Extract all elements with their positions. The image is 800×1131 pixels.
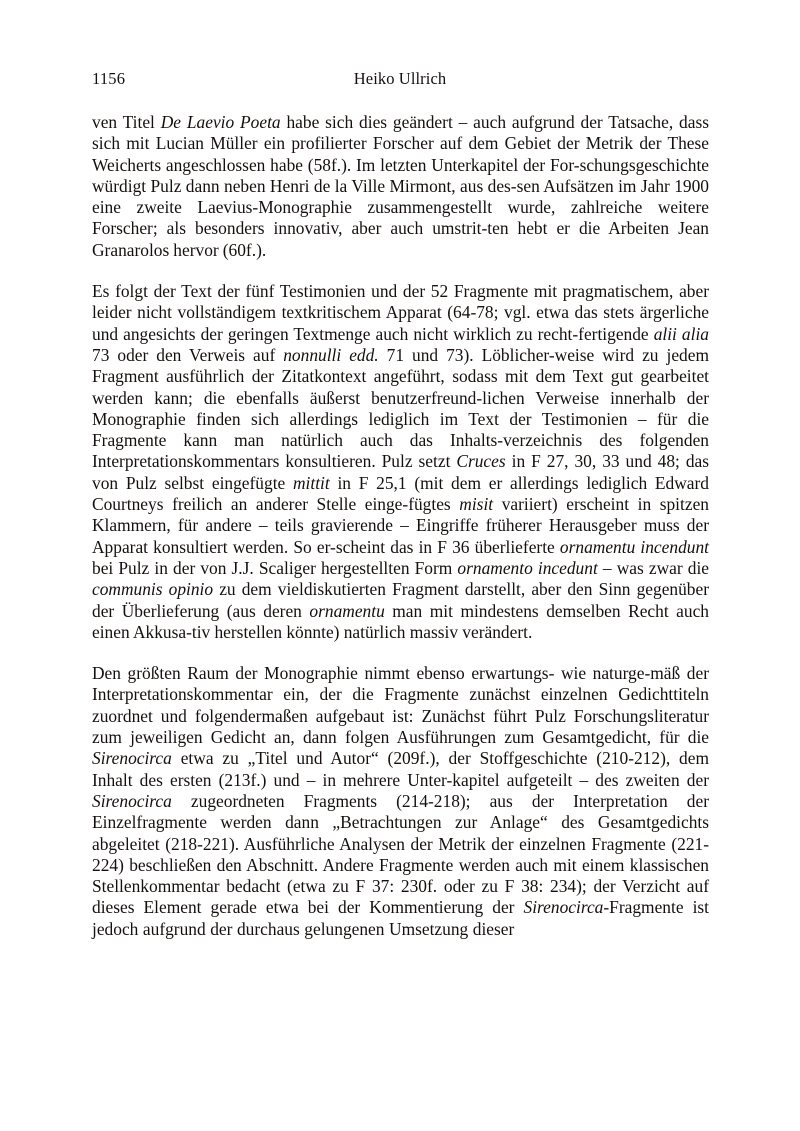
body-text-block	[92, 112, 709, 940]
paragraph: Den größten Raum der Monographie nimmt ebenso erwartungs- wie naturge-mäß der Interpretationskommentar ein, der die Fragmente zunächst einzelnen Gedichttiteln zuordnet und folgendermaßen aufgebaut ist: Zunächst führt Pulz Forschungsliteratur zum jeweiligen Gedicht an, dann folgen Ausführungen zum Gesamtgedicht, für die Sirenocirca etwa zu „Titel und Autor“ (209f.), der Stoffgeschichte (210-212), dem Inhalt des ersten (213f.) und – in mehrere Unter-kapitel aufgeteilt – des zweiten der Sirenocirca zugeordneten Fragments (214-218); aus der Interpretation der Einzelfragmente werden dann „Betrachtungen zur Anlage“ des Gesamtgedichts abgeleitet (218-221). Ausführliche Analysen der Metrik der einzelnen Fragmente (221-224) beschließen den Abschnitt. Andere Fragmente werden auch mit einem klassischen Stellenkommentar bedacht (etwa zu F 37: 230f. oder zu F 38: 234); der Verzicht auf dieses Element gerade etwa bei der Kommentierung der Sirenocirca-Fragmente ist jedoch aufgrund der durchaus gelungenen Umsetzung dieser	[92, 663, 709, 939]
page-header	[92, 68, 708, 92]
page-number: 1156	[92, 69, 126, 88]
running-head-author: Heiko Ullrich	[353, 69, 447, 88]
paragraph: ven Titel De Laevio Poeta habe sich dies geändert – auch aufgrund der Tatsache, dass sich mit Lucian Müller ein profilierter Forscher auf dem Gebiet der Metrik der These Weicherts angeschlossen habe (58f.). Im letzten Unterkapitel der For-schungsgeschichte würdigt Pulz dann neben Henri de la Ville Mirmont, aus des-sen Aufsätzen im Jahr 1900 eine zweite Laevius-Monographie zusammengestellt wurde, zahlreiche weitere Forscher; als besonders innovativ, aber auch umstrit-ten hebt er die Arbeiten Jean Granarolos hervor (60f.).	[92, 112, 709, 260]
paragraph: Es folgt der Text der fünf Testimonien und der 52 Fragmente mit pragmatischem, aber leider nicht vollständigem textkritischem Apparat (64-78; vgl. etwa das stets ärgerliche und angesichts der geringen Textmenge auch nicht wirklich zu recht-fertigende alii alia 73 oder den Verweis auf nonnulli edd. 71 und 73). Löblicher-weise wird zu jedem Fragment ausführlich der Zitatkontext angeführt, sodass mit dem Text gut gearbeitet werden kann; die ebenfalls äußerst benutzerfreund-lichen Verweise innerhalb der Monographie finden sich allerdings lediglich im Text der Testimonien – für die Fragmente kann man natürlich auch das Inhalts-verzeichnis des folgenden Interpretationskommentars konsultieren. Pulz setzt Cruces in F 27, 30, 33 und 48; das von Pulz selbst eingefügte mittit in F 25,1 (mit dem er allerdings lediglich Edward Courtneys freilich an anderer Stelle einge-fügtes misit variiert) erscheint in spitzen Klammern, für andere – teils gravierende – Eingriffe früherer Herausgeber muss der Apparat konsultiert werden. So er-scheint das in F 36 überlieferte ornamentu incendunt bei Pulz in der von J.J. Scaliger hergestellten Form ornamento incedunt – was zwar die communis opinio zu dem vieldiskutierten Fragment darstellt, aber den Sinn gegenüber der Überlieferung (aus deren ornamentu man mit mindestens demselben Recht auch einen Akkusa-tiv herstellen könnte) natürlich massiv verändert.	[92, 281, 710, 642]
